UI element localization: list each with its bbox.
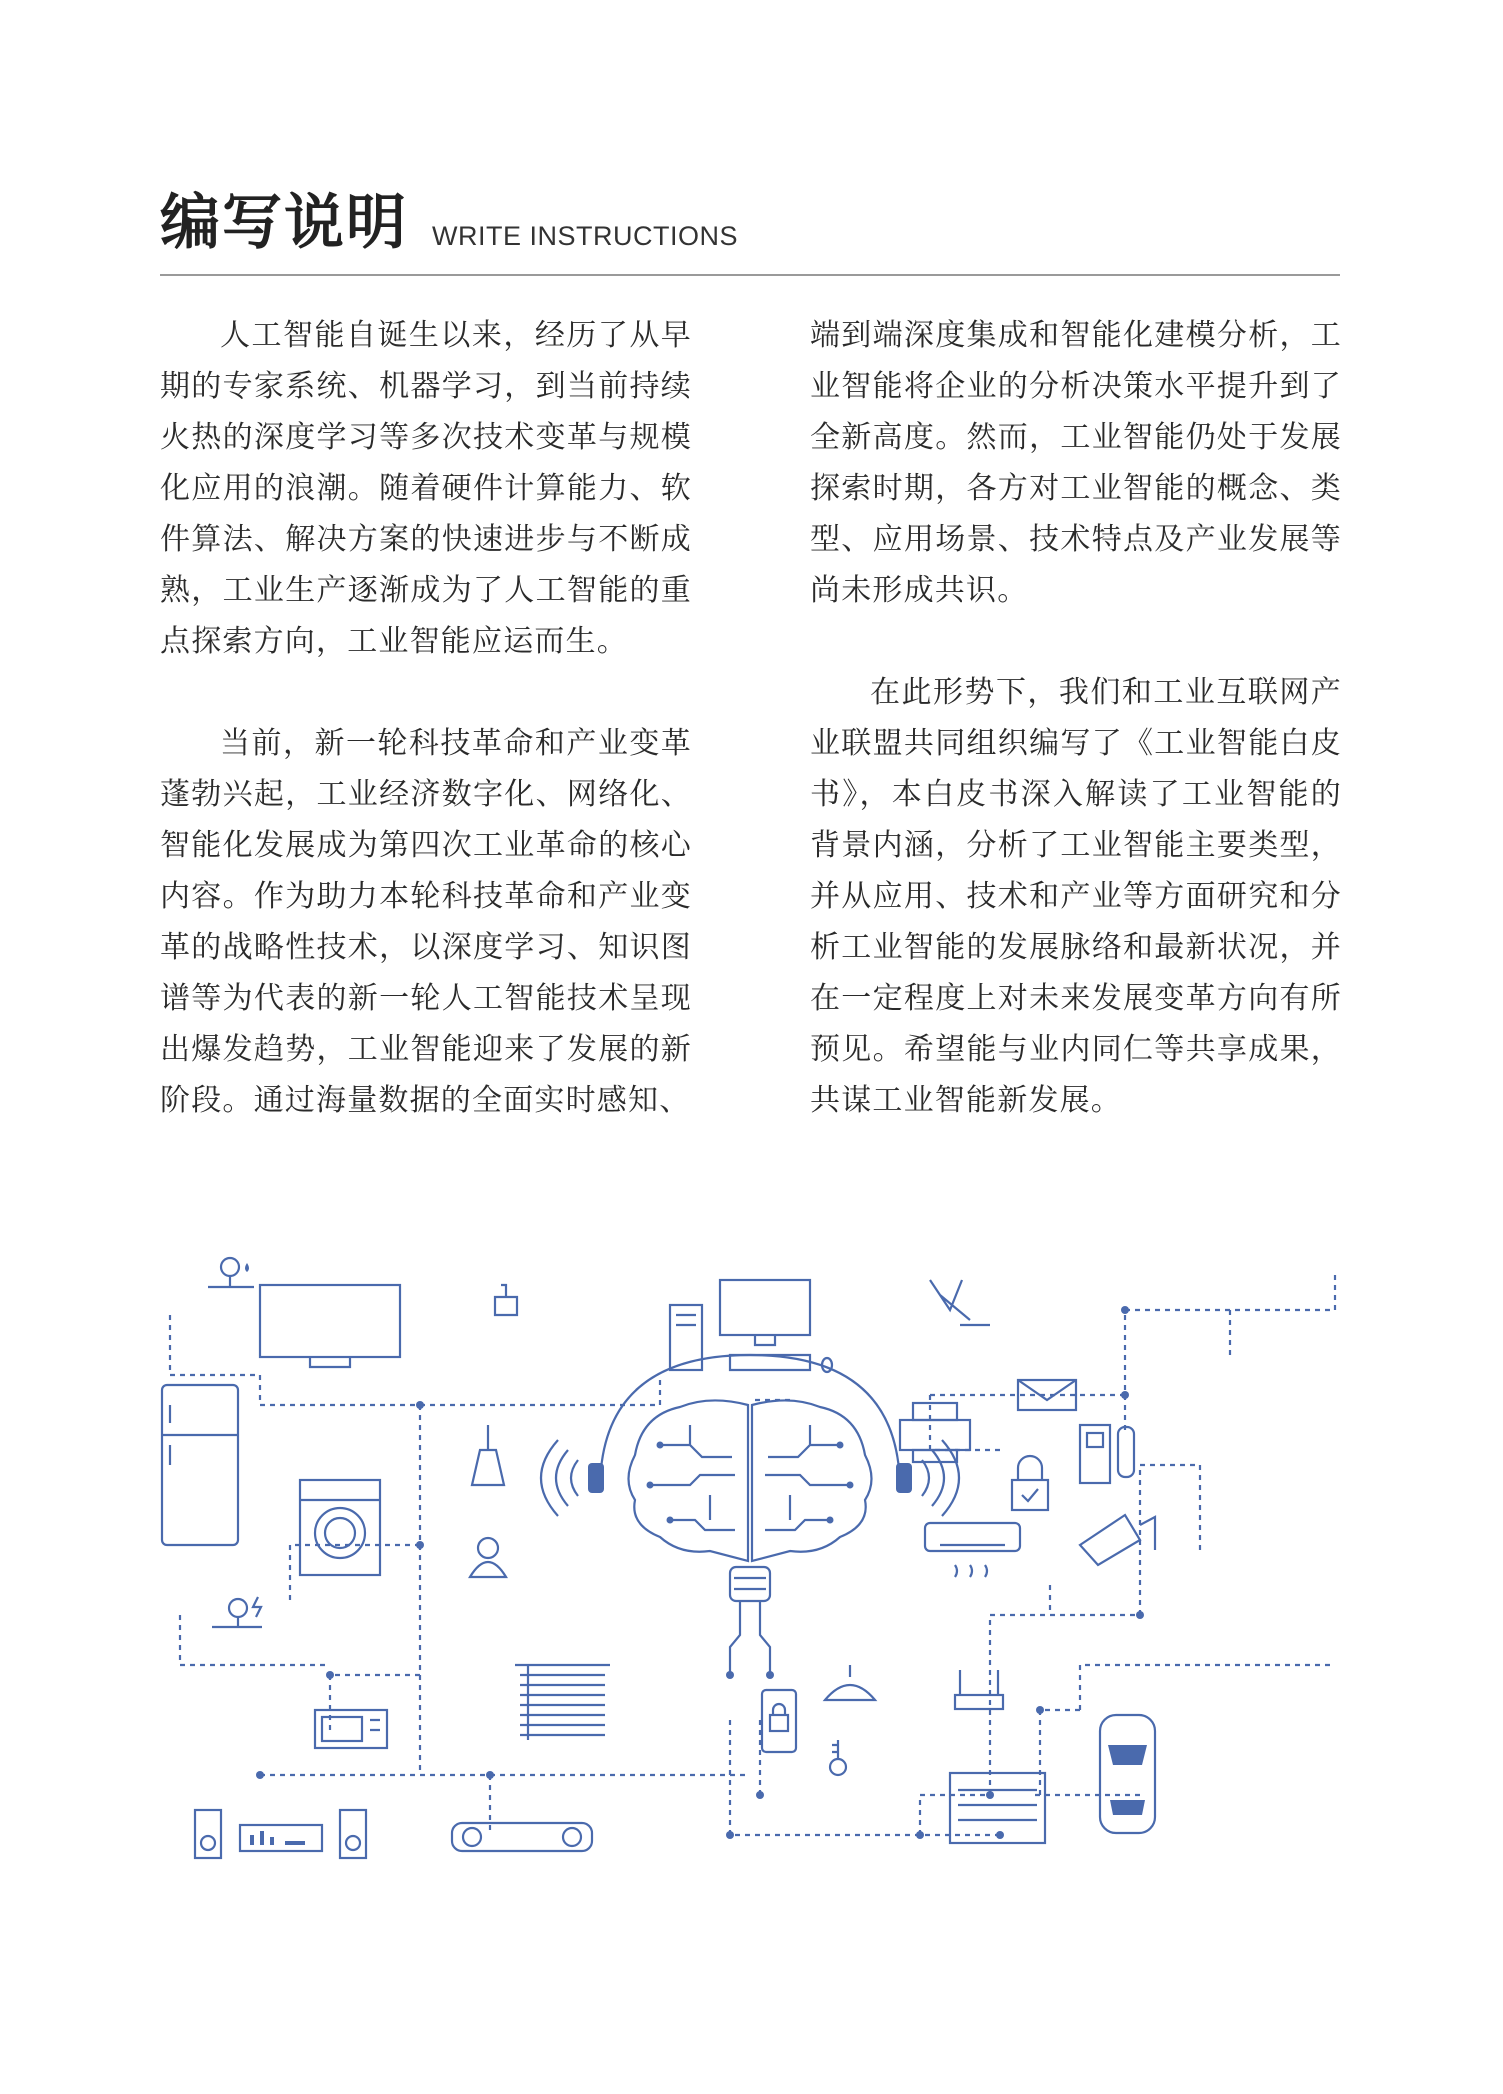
page-title-english: WRITE INSTRUCTIONS (432, 221, 738, 251)
key-icon (830, 1740, 846, 1775)
paragraph: 在此形势下，我们和工业互联网产业联盟共同组织编写了《工业智能白皮书》，本白皮书深入解读了工业智能的背景内涵，分析了工业智能主要类型，并从应用、技术和产业等方面研究和分析工业智能的发展脉络和最新状况，并在一定程度上对未来发展变革方向有所预见。希望能与业内同仁等共享成果，共谋工业智能新发展。 (810, 675, 1342, 1118)
person-icon (470, 1538, 506, 1577)
page-header (160, 188, 1340, 278)
phone-lock-icon (762, 1690, 796, 1752)
fridge-icon (162, 1385, 238, 1545)
ceiling-lamp-icon (825, 1665, 875, 1700)
gauge-spark-icon (212, 1597, 262, 1627)
blinds-icon (515, 1665, 610, 1740)
text-column-right (810, 310, 1342, 1126)
gauge-icon (208, 1258, 254, 1287)
amplifier-icon (240, 1825, 322, 1851)
security-camera-icon (1080, 1515, 1155, 1565)
air-conditioner-icon (925, 1523, 1020, 1577)
padlock-icon (1012, 1456, 1048, 1510)
pendant-lamp-icon (472, 1425, 504, 1485)
network-nodes (256, 1306, 1144, 1839)
desktop-computer-icon (670, 1280, 832, 1372)
mail-icon (1018, 1380, 1076, 1410)
intercom-icon (1080, 1425, 1134, 1483)
desk-lamp-icon (930, 1280, 990, 1325)
text-column-left (160, 310, 692, 1126)
tv-icon (260, 1285, 400, 1367)
headphones-icon (541, 1355, 959, 1516)
paragraph: 人工智能自诞生以来，经历了从早期的专家系统、机器学习，到当前持续火热的深度学习等多次技术变革与规模化应用的浪潮。随着硬件计算能力、软件算法、解决方案的快速进步与不断成熟，工业生产逐渐成为了人工智能的重点探索方向，工业智能应运而生。 (160, 318, 692, 659)
microwave-icon (315, 1710, 387, 1748)
car-icon (1100, 1715, 1155, 1833)
router-icon (955, 1670, 1003, 1709)
hoverboard-icon (452, 1823, 592, 1851)
brain-circuit-icon (629, 1400, 872, 1679)
paragraph: 当前，新一轮科技革命和产业变革蓬勃兴起，工业经济数字化、网络化、智能化发展成为第四次工业革命的核心内容。作为助力本轮科技革命和产业变革的战略性技术，以深度学习、知识图谱等为代表的新一轮人工智能技术呈现出爆发趋势，工业智能迎来了发展的新阶段。通过海量数据的全面实时感知、 (160, 726, 692, 1118)
header-divider (160, 274, 1340, 276)
paragraph: 端到端深度集成和智能化建模分析，工业智能将企业的分析决策水平提升到了全新高度。然而，工业智能仍处于发展探索时期，各方对工业智能的概念、类型、应用场景、技术特点及产业发展等尚未形成共识。 (810, 318, 1342, 608)
washing-machine-icon (300, 1480, 380, 1575)
page-title: 编写说明 (160, 188, 408, 258)
iot-illustration (150, 1255, 1350, 1875)
hand-wash-icon (495, 1285, 517, 1315)
